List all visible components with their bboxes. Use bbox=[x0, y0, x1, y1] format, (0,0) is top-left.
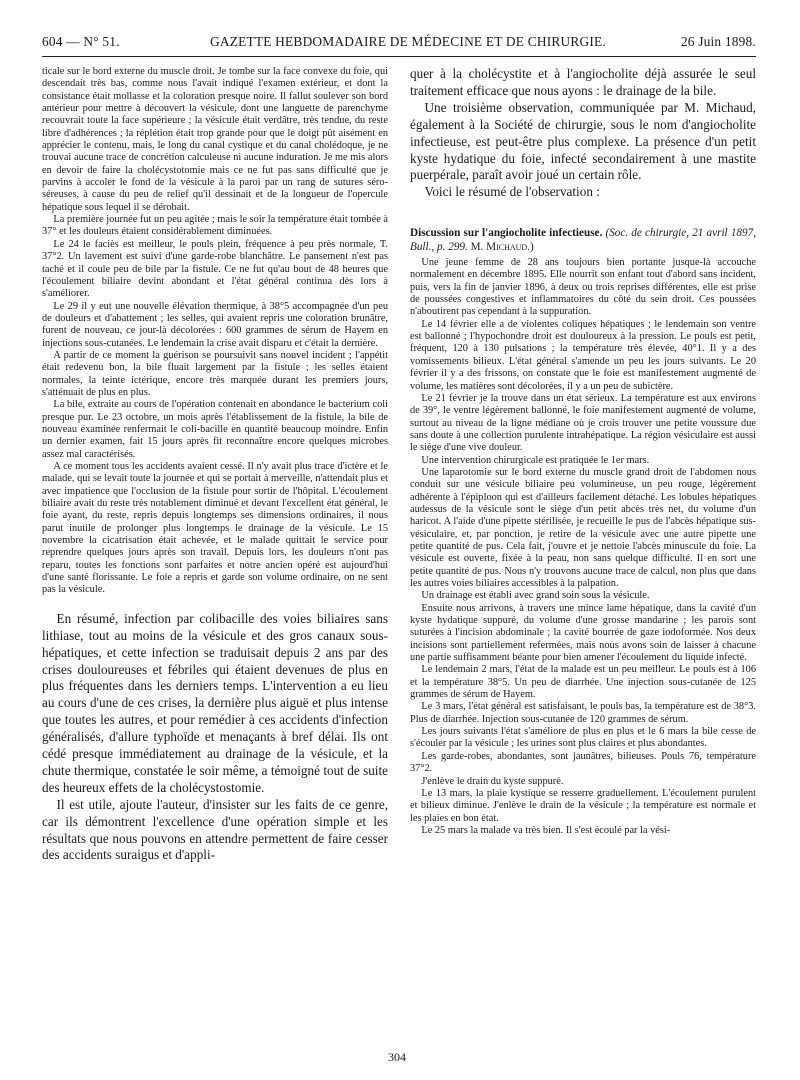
paragraph: Le 24 le faciès est meilleur, le pouls plein, fréquence à peu près normale, T. 37°2. Un lavement est suivi d'une garde-robe blanchâtre. Le pansement n'est pas taché et il coule peu de bile par la fistule. Ce ne fut qu'au bout de 48 heures que l'écoulement biliaire devint abondant et l'état général continua dès lors à s'améliorer. bbox=[42, 238, 388, 300]
paragraph: Une troisième observation, communiquée par M. Michaud, également à la Société de chirurgie, sous le nom d'angiocholite infectieuse, est peut-être plus complexe. La présence d'un petit kyste hydatique du foie, infecté secondairement à une mastite puerpérale, paraît avoir joué un certain rôle. bbox=[410, 99, 756, 183]
paragraph: La première journée fut un peu agitée ; mais le soir la température était tombée à 37° et les douleurs étaient considérablement diminuées. bbox=[42, 214, 388, 238]
section-title: Discussion sur l'angiocholite infectieuse. bbox=[410, 227, 603, 240]
paragraph: Voici le résumé de l'observation : bbox=[424, 184, 600, 200]
paragraph: Une intervention chirurgicale est pratiquée le 1er mars. bbox=[421, 454, 650, 466]
paragraph: ticale sur le bord externe du muscle droit. Je tombe sur la face convexe du foie, qui descendait très bas, comme nous l'avait indiqué l'examen extérieur, et dont la consistance était mollasse et la coloration presque noire. Il fallut soulever son bord antérieur pour mettre à découvert la vésicule, dont une languette de parenchyme recouvrait toute la face supérieure ; la vésicule était verdâtre, très tendue, du reste libre d'adhérences ; la réplétion était trop grande pour que le doigt pût aisément en apprécier le contenu, mais, le long du canal cystique et du canal cholédoque, je ne trouvai aucune trace de concrétion calculeuse ni aucune induration. Je me mis alors en devoir de faire la cholécystotomie mais ce ne fut pas sans difficulté que je parvins à accoler le fond de la vésicule à la paroi par un rang de sutures séro-séreuses, à cause du peu de relief qu'il dessinait et de la longueur de l'opercule hépatique sous lequel il se dérobait. bbox=[42, 66, 388, 213]
paragraph: Le 21 février je la trouve dans un état sérieux. La température est aux environs de 39°, le ventre légèrement ballonné, le foie manifestement augmenté de volume, surtout au niveau de la ligne médiane où je crois trouver une petite voussure due sans doute à une collection purulente intrahépatique. La région vésiculaire est aussi le siège d'une vive douleur. bbox=[410, 392, 756, 454]
paragraph: Le 13 mars, la plaie kystique se resserre graduellement. L'écoulement purulent et bilieux diminue. J'enlève le drain de la vésicule ; la température est normale et les plaies en bon état. bbox=[410, 787, 756, 824]
paragraph: Un drainage est établi avec grand soin sous la vésicule. bbox=[421, 590, 650, 602]
paragraph: Les garde-robes, abondantes, sont jaunâtres, bilieuses. Pouls 76, température 37°2. bbox=[410, 750, 756, 775]
paragraph: Il est utile, ajoute l'auteur, d'insister sur les faits de ce genre, car ils démontrent l'excellence d'une opération simple et les résultats que nous pouvons en attendre permettent de faire cesser des accidents suraigus et d'appli- bbox=[42, 796, 388, 863]
paragraph: quer à la cholécystite et à l'angiocholite déjà assurée le seul traitement efficace que nous ayons : le drainage de la bile. bbox=[410, 66, 756, 98]
running-header bbox=[42, 34, 756, 56]
paragraph: A ce moment tous les accidents avaient cessé. Il n'y avait plus trace d'ictère et le malade, qui se levait toute la journée et qui se portait à merveille, n'attendait plus et avec impatience que l'occlusion de la fistule pour sortir de l'hôpital. L'écoulement biliaire avait du reste très notablement diminué et devant l'excellent état général, le foie ayant, du reste, repris depuis longtemps ses dimensions ordinaires, il nous parut inutile de prolonger plus longtemps le drainage de la vésicule. Le 15 novembre la cicatrisation était achevée, et le malade quittait le service pour reprendre quelques jours après son travail. Depuis lors, les douleurs n'ont pas reparu, toutes les fonctions sont parfaites et notre ancien opéré est aujourd'hui d'une santé florissante. Le foie a repris et garde son volume ordinaire, on ne sent pas la vésicule. bbox=[42, 461, 388, 596]
paragraph: Le 29 il y eut une nouvelle élévation thermique, à 38°5 accompagnée d'un peu de douleurs et d'abattement ; les selles, qui avaient repris une coloration brunâtre, furent de nouveau, ce jour-là décolorées : 600 grammes de sérum de Hayem en injections sous-cutanées. Le lendemain la crise avait disparu et c'était la dernière. bbox=[42, 300, 388, 349]
journal-title: GAZETTE HEBDOMADAIRE DE MÉDECINE ET DE CHIRURGIE. bbox=[210, 34, 606, 49]
observation-text bbox=[410, 257, 756, 837]
paragraph: En résumé, infection par colibacille des voies biliaires sans lithiase, tout au moins de la vésicule et des gros canaux sous-hépatiques, et cette infection se traduisait depuis 2 ans par des crises douloureuses et fébriles qui étaient devenues de plus en plus fréquentes dans les derniers temps. L'intervention a eu lieu au cours d'une de ces crises, la dernière plus aiguë et plus intense que toutes les autres, et pour remédier à ces accidents d'infection généralisés, d'allure typhoïde et menaçants à bref délai. Ils ont cédé presque immédiatement au drainage de la vésicule, et la chute thermique, constatée le soir même, a témoigné tout de suite des heureux effets de la cholécystostomie. bbox=[42, 610, 388, 795]
left-column bbox=[42, 66, 388, 864]
paragraph: Le 14 février elle a de violentes coliques hépatiques ; le lendemain son ventre est ballonné ; l'hypochondre droit est douloureux à la pression. Le pouls est petit, fréquent, 120 à 130 pulsations ; la température très élevée, 40°1. Il y a des vomissements bilieux. L'état général s'amende un peu les jours suivants. Le 20 février il y a des frissons, on constate que le foie est manifestement augmenté de volume, les matières sont décolorées, il y a un peu de subictère. bbox=[410, 318, 756, 392]
paragraph: Une jeune femme de 28 ans toujours bien portante jusque-là accouche normalement en décembre 1895. Elle nourrit son enfant tout d'abord sans incident, puis, vers la fin de janvier 1896, à deux ou trois reprises différentes, elle est prise de poussées congestives et inflammatoires du côté du sein droit. Ces poussées n'aboutirent pas cependant à la suppuration. bbox=[410, 257, 756, 318]
commentary bbox=[42, 611, 388, 865]
paragraph: Ensuite nous arrivons, à travers une mince lame hépatique, dans la cavité d'un kyste hydatique suppuré, du volume d'une grosse mandarine ; les parois sont suturées à l'incision abdominale ; la cavité bourrée de gaze iodoformée. Nos deux incisions sont partiellement refermées, mais nous avons soin de laisser à chacune une partie suffisamment béante pour bien amener l'écoulement du liquide infecté. bbox=[410, 602, 756, 664]
paragraph: Le 25 mars la malade va très bien. Il s'est écoulé par la vési- bbox=[421, 824, 671, 836]
paragraph: J'enlève le drain du kyste suppuré. bbox=[421, 775, 564, 787]
paragraph: A partir de ce moment la guérison se poursuivit sans nouvel incident ; l'appétit était redevenu bon, la bile fluait largement par la fistule ; les selles étaient normales, la teinte ictérique, encore très marquée durant les premiers jours, s'atténuait de plus en plus. bbox=[42, 349, 388, 398]
folio-number: 304 bbox=[388, 1050, 406, 1064]
issue-date: 26 Juin 1898. bbox=[680, 34, 756, 49]
observation-continuation bbox=[42, 66, 388, 597]
right-column bbox=[410, 66, 756, 837]
paragraph: Les jours suivants l'état s'améliore de plus en plus et le 6 mars la bile cesse de s'écouler par la vésicule ; les urines sont plus claires et plus abondantes. bbox=[410, 726, 756, 750]
section-reference: (Soc. de chirurgie, 21 avril 1897, Bull., p. 299. bbox=[410, 227, 756, 253]
header-rule bbox=[42, 56, 756, 57]
section-heading bbox=[410, 227, 756, 254]
paragraph: Le 3 mars, l'état général est satisfaisant, le pouls bas, la température est de 38°3. Plus de diarrhée. Injection sous-cutanée de 120 grammes de sérum. bbox=[410, 701, 756, 725]
commentary-continued bbox=[410, 66, 756, 201]
page-number-issue: 604 — N° 51. bbox=[42, 34, 120, 49]
paragraph: Une laparotomie sur le bord externe du muscle grand droit de l'abdomen nous conduit sur une vésicule biliaire peu volumineuse, un peu rouge, légèrement adhérente à l'épiploon qui est d'ailleurs facilement détaché. Les lobules hépatiques audessus de la vésicule sont le siège d'un petit abcès très net, du volume d'un haricot. A l'aide d'une pipette stérilisée, je recueille le pus de l'abcès hépatique sus-vésiculaire, et, par ponction, je retire de la vésicule avec une autre pipette une petite quantité de pus. Cela fait, j'ouvre et je nettoie l'abcès minuscule du foie. La vésicule est ouverte, fixée à la peau, non sans quelque difficulté. Il en sort une petite quantité de pus. Nous n'y trouvons aucune trace de calcul, non plus que dans les autres voies biliaires accessibles à la palpation. bbox=[410, 466, 756, 589]
paragraph: La bile, extraite au cours de l'opération contenait en abondance le bacterium coli presque pur. Le 23 octobre, un mois après l'établissement de la fistule, la bile de nouveau examinée renfermait le coli-bacille en quantité beaucoup moindre. Enfin un dernier examen, fait 15 jours après fit reconnaître encore quelques microbes assez mal caractérisés. bbox=[42, 399, 388, 460]
section-author: M. Michaud.) bbox=[470, 240, 534, 253]
paragraph: Le lendemain 2 mars, l'état de la malade est un peu meilleur. Le pouls est à 106 et la température 38°5. Un peu de diarrhée. Une injection sous-cutanée de 125 grammes de sérum de Hayem. bbox=[410, 664, 756, 701]
